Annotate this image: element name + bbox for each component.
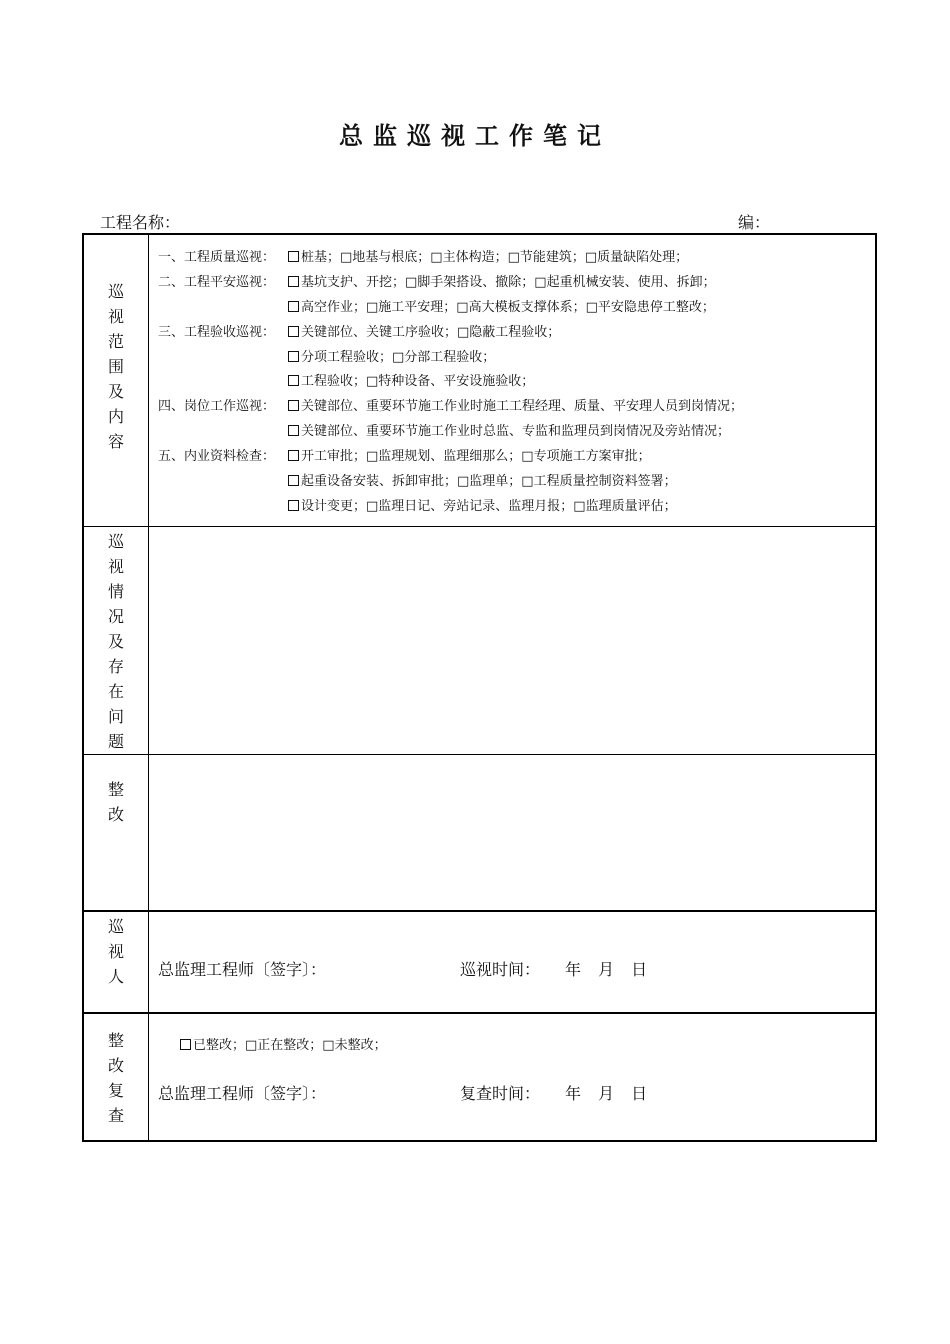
scope-line-items[interactable] [288, 271, 716, 296]
scope-line-heading: 五、内业资料检查： [158, 449, 276, 465]
review-date-field[interactable]: 年 月 日 [565, 1084, 648, 1103]
checkbox-icon[interactable] [288, 475, 299, 486]
scope-line-text: 桩基；□地基与根底；□主体构造；□节能建筑；□质量缺陷处理； [301, 250, 689, 265]
checkbox-icon[interactable] [288, 276, 299, 287]
checkbox-icon[interactable] [288, 326, 299, 337]
issues-row [83, 526, 876, 754]
inspection-time-label: 巡视时间： [460, 960, 541, 979]
issues-label: 巡视情况及存在问题 [108, 531, 125, 751]
scope-line-items[interactable] [288, 445, 651, 470]
scope-line-items[interactable] [288, 246, 688, 271]
scope-line-heading: 一、工程质量巡视： [158, 250, 276, 265]
scope-line-heading [158, 495, 288, 520]
scope-line-text: 设计变更；□监理日记、旁站记录、监理月报；□监理质量评估； [301, 498, 677, 514]
scope-line-heading [158, 346, 288, 371]
scope-line-heading: 四、岗位工作巡视： [158, 399, 276, 415]
document-title: 总监巡视工作笔记 [339, 122, 611, 150]
scope-line-text: 起重设备安装、拆卸审批；□监理单；□工程质量控制资料签署； [301, 474, 677, 490]
scope-line-text: 基坑支护、开挖；□脚手架搭设、撤除；□起重机械安装、使用、拆卸； [301, 274, 716, 290]
scope-line-items[interactable] [288, 495, 677, 520]
scope-line-text: 工程验收；□特种设备、平安设施验收； [301, 374, 535, 390]
inspector-row [83, 911, 876, 1013]
inspector-content-cell [149, 911, 877, 1013]
scope-list [149, 235, 875, 520]
scope-row [83, 234, 876, 526]
scope-line [158, 296, 875, 321]
checkbox-icon[interactable] [288, 400, 299, 411]
scope-content-cell [149, 234, 877, 526]
rectification-label-cell [83, 754, 149, 911]
scope-line-items[interactable] [288, 420, 730, 445]
inspector-label: 巡视人 [108, 917, 125, 986]
review-time-label: 复查时间： [460, 1084, 541, 1103]
number-label: 编： [738, 213, 771, 232]
scope-line [158, 420, 875, 445]
checkbox-icon[interactable] [288, 500, 299, 511]
scope-line [158, 321, 875, 346]
scope-line-heading [158, 420, 288, 445]
review-label: 整改复查 [108, 1031, 125, 1125]
scope-line-text: 开工审批；□监理规划、监理细那么；□专项施工方案审批； [301, 449, 651, 465]
scope-line [158, 271, 875, 296]
checkbox-icon[interactable] [288, 301, 299, 312]
scope-line [158, 346, 875, 371]
checkbox-icon[interactable] [288, 375, 299, 386]
inspector-signature-label[interactable]: 总监理工程师〔签字〕： [158, 960, 327, 979]
scope-label-cell [83, 234, 149, 526]
scope-label: 巡视范围及内容 [108, 282, 125, 451]
review-status-options[interactable]: 已整改；□正在整改；□未整改； [180, 1034, 387, 1053]
scope-line-items[interactable] [288, 346, 495, 371]
scope-line-text: 分项工程验收；□分部工程验收； [301, 349, 496, 365]
scope-line-text: 高空作业；□施工平安理；□高大模板支撑体系；□平安隐患停工整改； [301, 299, 715, 315]
scope-line-heading [158, 370, 288, 395]
scope-line-items[interactable] [288, 296, 715, 321]
scope-line-text: 关键部位、关键工序验收；□隐蔽工程验收； [301, 324, 561, 340]
scope-line [158, 495, 875, 520]
scope-line-items[interactable] [288, 370, 534, 395]
rectification-row [83, 754, 876, 911]
project-name-label: 工程名称： [100, 213, 181, 232]
rectification-content-cell[interactable] [149, 754, 877, 911]
review-row [83, 1013, 876, 1141]
scope-line [158, 470, 875, 495]
checkbox-icon[interactable] [288, 450, 299, 461]
inspection-date-field[interactable]: 年 月 日 [565, 960, 648, 979]
inspection-form-table [82, 233, 877, 1142]
scope-line-heading: 二、工程平安巡视： [158, 274, 276, 290]
scope-line-text: 关键部位、重要环节施工作业时总监、专监和监理员到岗情况及旁站情况； [301, 424, 731, 440]
scope-line [158, 246, 875, 271]
checkbox-icon[interactable] [288, 351, 299, 362]
checkbox-icon[interactable] [288, 251, 299, 262]
scope-line [158, 395, 875, 420]
scope-line-items[interactable] [288, 395, 743, 420]
scope-line-heading [158, 470, 288, 495]
issues-content-cell[interactable] [149, 526, 877, 754]
rectification-label: 整改 [108, 779, 125, 824]
scope-line-heading: 三、工程验收巡视： [158, 324, 276, 340]
review-label-cell [83, 1013, 149, 1141]
inspector-label-cell [83, 911, 149, 1013]
scope-line [158, 445, 875, 470]
checkbox-icon[interactable] [180, 1039, 191, 1050]
scope-line-text: 关键部位、重要环节施工作业时施工工程经理、质量、平安理人员到岗情况； [301, 399, 744, 415]
issues-label-cell [83, 526, 149, 754]
scope-line [158, 370, 875, 395]
review-signature-label[interactable]: 总监理工程师〔签字〕： [158, 1084, 327, 1103]
scope-line-heading [158, 296, 288, 321]
scope-line-items[interactable] [288, 321, 560, 346]
scope-line-items[interactable] [288, 470, 677, 495]
review-content-cell [149, 1013, 877, 1141]
checkbox-icon[interactable] [288, 425, 299, 436]
